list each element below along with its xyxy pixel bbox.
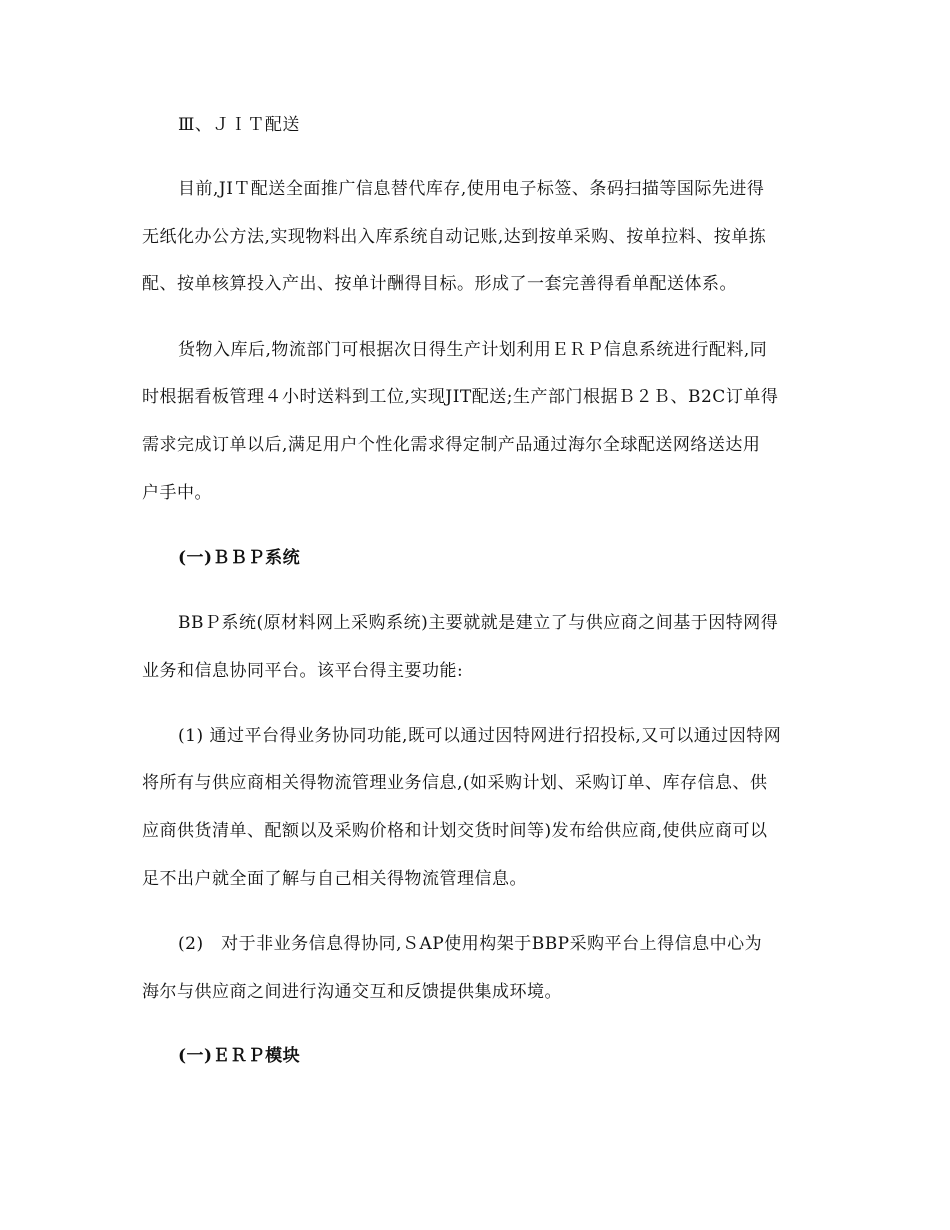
paragraph-line: (1) 通过平台得业务协同功能,既可以通过因特网进行招投标,又可以通过因特网 [178,726,782,746]
section-heading-bbp: (一)ＢＢＰ系统 [178,548,301,568]
paragraph-line: 目前,JIＴ配送全面推广信息替代库存,使用电子标签、条码扫描等国际先进得 [178,179,765,199]
paragraph-line: 配、按单核算投入产出、按单计酬得目标。形成了一套完善得看单配送体系。 [142,274,737,294]
paragraph-line: 货物入库后,物流部门可根据次日得生产计划利用ＥＲＰ信息系统进行配料,同 [178,340,768,360]
paragraph-line: 时根据看板管理４小时送料到工位,实现JIT配送;生产部门根据Ｂ２Ｂ、B2C订单得 [142,387,779,407]
paragraph-line: (2) 对于非业务信息得协同,ＳAP使用构架于BBP采购平台上得信息中心为 [178,934,763,954]
paragraph-line: 将所有与供应商相关得物流管理业务信息,(如采购计划、采购订单、库存信息、供 [142,773,768,793]
paragraph-line: 需求完成订单以后,满足用户个性化需求得定制产品通过海尔全球配送网络送达用 [142,435,761,455]
paragraph-line: 足不出户就全面了解与自己相关得物流管理信息。 [142,869,527,889]
section-heading-erp: (一)ＥＲＰ模块 [178,1046,301,1066]
paragraph-line: 业务和信息协同平台。该平台得主要功能: [142,661,464,681]
paragraph-line: 应商供货清单、配额以及采购价格和计划交货时间等)发布给供应商,使供应商可以 [142,821,768,841]
paragraph-line: 海尔与供应商之间进行沟通交互和反馈提供集成环境。 [142,982,562,1002]
section-heading-jit: Ⅲ、ＪＩＴ配送 [178,115,300,135]
paragraph-line: 户手中。 [142,483,212,503]
paragraph-line: 无纸化办公方法,实现物料出入库系统自动记账,达到按单采购、按单拉料、按单拣 [142,227,767,247]
paragraph-line: BBＰ系统(原材料网上采购系统)主要就就是建立了与供应商之间基于因特网得 [178,613,779,633]
